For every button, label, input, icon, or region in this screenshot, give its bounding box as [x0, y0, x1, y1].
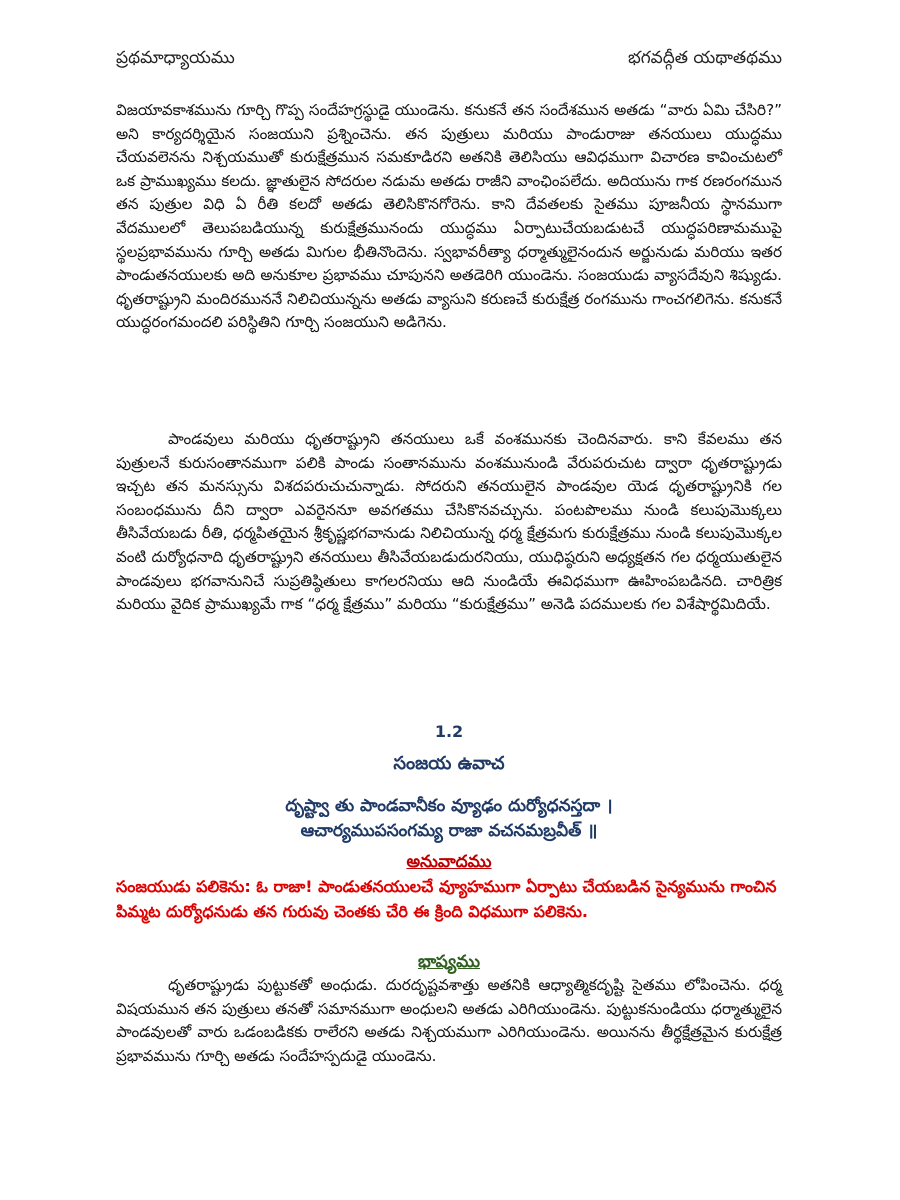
header-chapter-title: ప్రథమాధ్యాయము	[116, 48, 235, 68]
sloka-line-2: ఆచార్యముపసంగమ్య రాజా వచనమబ్రవీత్ ॥	[300, 821, 598, 841]
verse-speaker: సంజయ ఉవాచ	[393, 753, 505, 774]
verse-number: 1.2	[434, 722, 464, 741]
body-paragraph-2: పాండవులు మరియు ధృతరాష్ట్రుని తనయులు ఒకే వంశమునకు చెందినవారు. కాని కేవలము తన పుత్రులనే కురుసంతానముగా పలికి పాండు సంతానమును వంశమునుండి వేరుపరుచుట ద్వారా ధృతరాష్ట్రుడు ఇచ్చట తన మనస్సును విశదపరుచుచున్నాడు. సోదరుని తనయులైన పాండవుల యెడ ధృతరాష్ట్రునికి గల సంబంధమును దీని ద్వారా ఎవరైననూ అవగతము చేసికొనవచ్చును. పంటపొలము నుండి కలుపుమొక్కలు తీసివేయబడు రీతి, ధర్మపితయైన శ్రీకృష్ణభగవానుడు నిలిచియున్న ధర్మ క్షేత్రమగు కురుక్షేత్రము నుండి కలుపుమొక్కల వంటి దుర్యోధనాది ధృతరాష్ట్రుని తనయులు తీసివేయబడుదురనియు, యుధిష్ఠరుని అధ్యక్షతన గల ధర్మయుతులైన పాండవులు భగవానునిచే సుప్రతిష్ఠితులు కాగలరనియు ఆది నుండియే ఈవిధముగా ఊహింపబడినది. చారిత్రిక మరియు వైదిక ప్రాముఖ్యమే గాక “ధర్మ క్షేత్రము” మరియు “కురుక్షేత్రము” అనెడి పదములకు గల విశేషార్థమిదియే.	[116, 430, 782, 614]
verse-block	[116, 722, 782, 844]
header-book-title: భగవద్గీత యథాతథము	[627, 48, 782, 68]
commentary-paragraph: ధృతరాష్ట్రుడు పుట్టుకతో అంధుడు. దురదృష్టవశాత్తు అతనికి ఆధ్యాత్మికదృష్టి సైతము లోపించెను. ధర్మ విషయమున తన పుత్రులు తనతో సమానముగా అంధులని అతడు ఎరిగియుండెను. పుట్టుకనుండియు ధర్మాత్ములైన పాండవులతో వారు ఒడంబడికకు రాలేరని అతడు నిశ్చయముగా ఎరిగియుండెను. అయినను తీర్థక్షేత్రమైన కురుక్షేత్ర ప్రభావమును గూర్చి అతడు సందేహస్పదుడై యుండెను.	[116, 976, 782, 1065]
translation-heading: అనువాదము	[406, 852, 492, 872]
commentary-heading: భాష్యము	[417, 952, 481, 972]
translation-text: సంజయుడు పలికెను: ఓ రాజా! పాండుతనయులచే వ్యూహముగా ఏర్పాటు చేయబడిన సైన్యమును గాంచిన పిమ్మట దుర్యోధనుడు తన గురువు చెంతకు చేరి ఈ క్రింది విధముగా పలికెను.	[116, 877, 777, 921]
sloka-line-1: దృష్ట్వా తు పాండవానీకం వ్యూఢం దుర్యోధనస్తదా ।	[285, 796, 613, 816]
body-paragraph-1: విజయావకాశమును గూర్చి గొప్ప సందేహగ్రస్థుడై యుండెను. కనుకనే తన సందేశమున అతడు “వారు ఏమి చేసిరి?” అని కార్యదర్శియైన సంజయుని ప్రశ్నించెను. తన పుత్రులు మరియు పాండురాజు తనయులు యుద్ధము చేయవలెనను నిశ్చయముతో కురుక్షేత్రమున సమకూడిరని అతనికి తెలిసియు ఆవిధముగా విచారణ కావించుటలో ఒక ప్రాముఖ్యము కలదు. జ్ఞాతులైన సోదరుల నడుమ అతడు రాజీని వాంఛింపలేదు. అదియును గాక రణరంగమున తన పుత్రుల విధి ఏ రీతి కలదో అతడు తెలిసికొనగోరెను. కాని దేవతలకు సైతము పూజనీయ స్థానముగా వేదములలో తెలుపబడియున్న కురుక్షేత్రమునందు యుద్ధము ఏర్పాటుచేయబడుటచే యుద్ధపరిణామముపై స్థలప్రభావమును గూర్చి అతడు మిగుల భీతినొందెను. స్వభావరీత్యా ధర్మాత్ములైనందున అర్జునుడు మరియు ఇతర పాండుతనయులకు అది అనుకూల ప్రభావము చూపునని అతడెరిగి యుండెను. సంజయుడు వ్యాసదేవుని శిష్యుడు. ధృతరాష్ట్రుని మందిరముననే నిలిచియున్నను అతడు వ్యాసుని కరుణచే కురుక్షేత్ర రంగమును గాంచగలిగెను. కనుకనే యుద్ధరంగమందలి పరిస్థితిని గూర్చి సంజయుని అడిగెను.	[116, 101, 782, 332]
page-header	[116, 48, 782, 72]
